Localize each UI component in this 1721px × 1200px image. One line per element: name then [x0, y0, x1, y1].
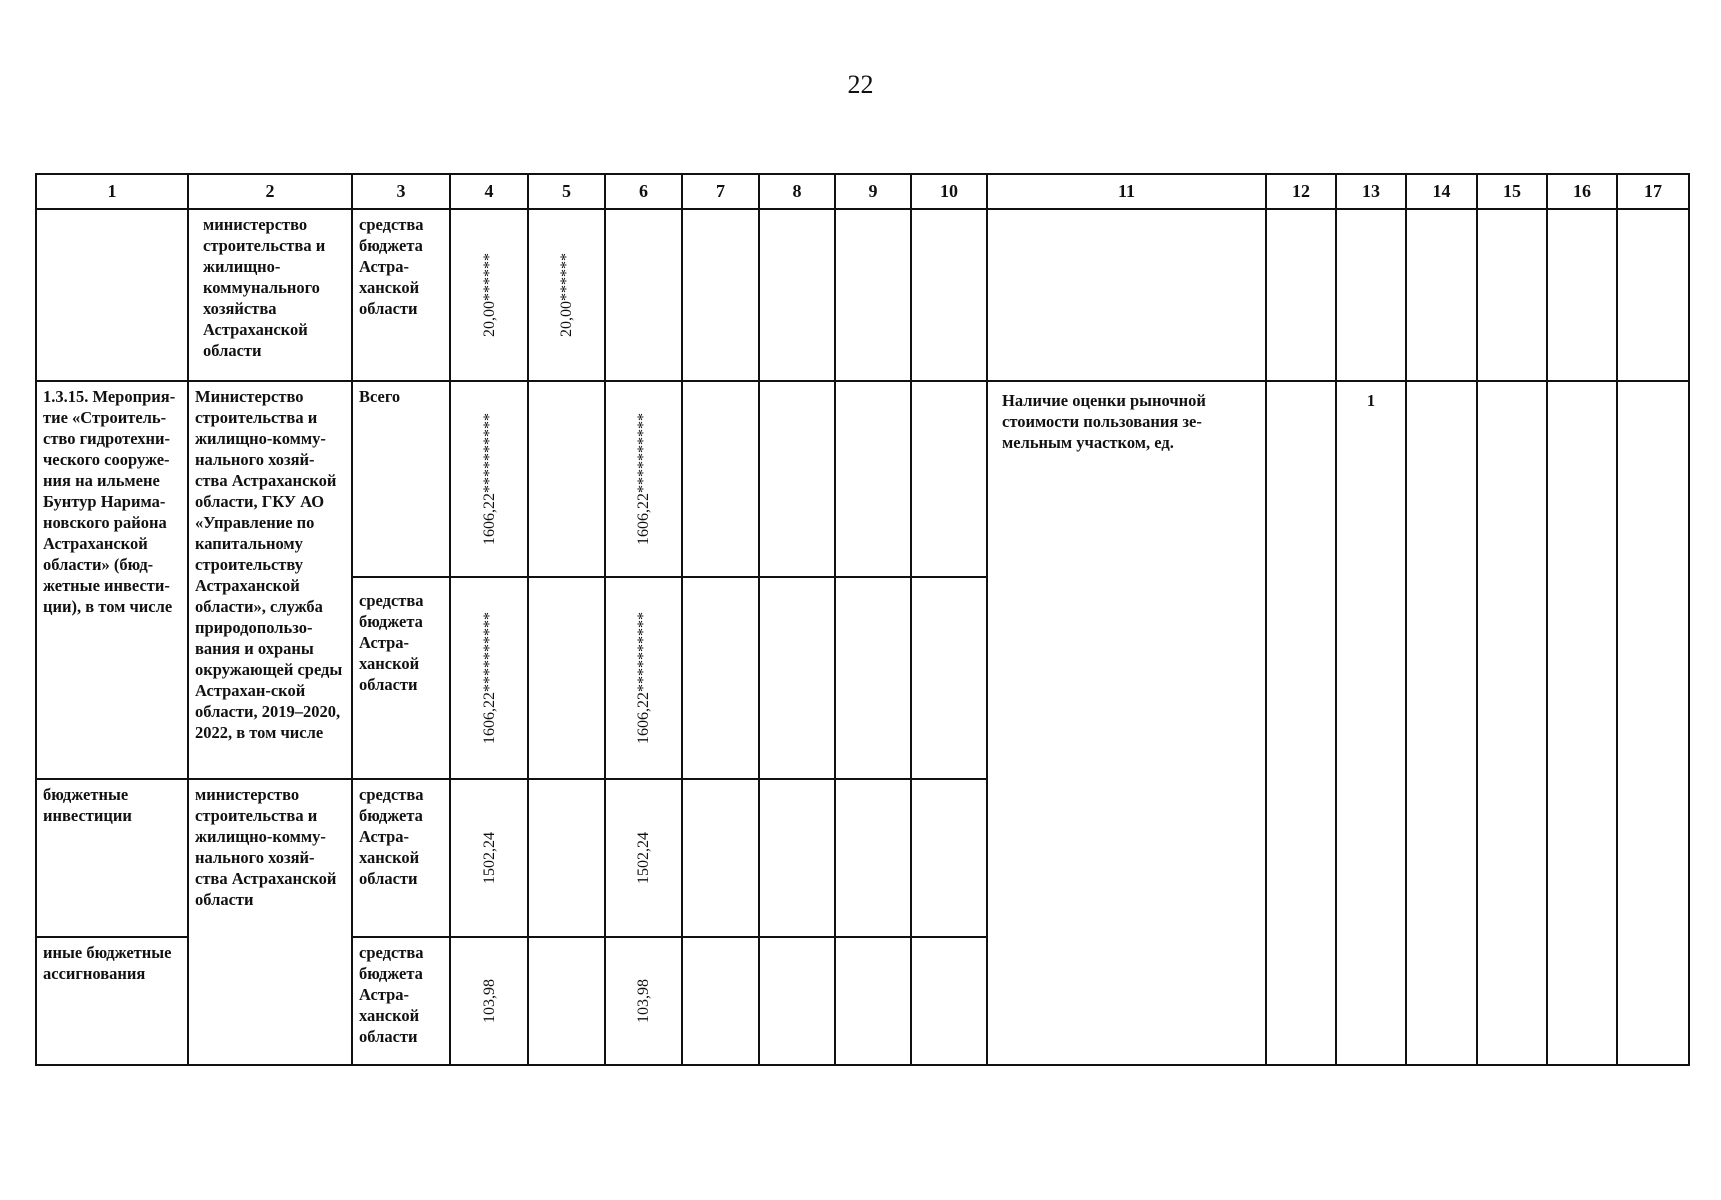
column-header: 17	[1617, 174, 1689, 209]
cell-col7	[682, 209, 759, 381]
cell-funding-source: средства бюджета Астра-ханской области	[352, 779, 450, 937]
column-header: 5	[528, 174, 605, 209]
value-col4: 1606,22**********	[480, 413, 498, 545]
cell-col12	[1266, 209, 1336, 381]
value-col4: 103,98	[480, 979, 498, 1023]
column-header: 14	[1406, 174, 1477, 209]
cell-funding-source: Всего	[352, 381, 450, 577]
cell-col9	[835, 381, 911, 577]
cell-funding-source: средства бюджета Астра-ханской области	[352, 937, 450, 1065]
program-table	[35, 173, 1690, 1066]
cell-executor: министерство строительства и жилищно-комму-нального хозяй-ства Астраханской области	[188, 779, 352, 1065]
table-row	[36, 209, 1689, 381]
column-header: 9	[835, 174, 911, 209]
cell-activity: иные бюджетные ассигнования	[36, 937, 188, 1065]
cell-col6	[605, 209, 682, 381]
cell-col9	[835, 209, 911, 381]
cell-activity	[36, 209, 188, 381]
cell-funding-source: средства бюджета Астра-ханской области	[352, 209, 450, 381]
cell-col8	[759, 937, 835, 1065]
cell-col12	[1266, 381, 1336, 1065]
cell-col4	[450, 937, 528, 1065]
page-number: 22	[847, 70, 874, 99]
cell-col4	[450, 209, 528, 381]
column-header: 13	[1336, 174, 1406, 209]
cell-col6	[605, 779, 682, 937]
column-header: 1	[36, 174, 188, 209]
cell-funding-source: средства бюджета Астра-ханской области	[352, 577, 450, 779]
column-header: 12	[1266, 174, 1336, 209]
cell-col5	[528, 209, 605, 381]
value-col4: 20,00******	[480, 253, 498, 337]
cell-col4	[450, 779, 528, 937]
cell-executor: министерство строительства и жилищно-коммунального хозяйства Астраханской области	[188, 209, 352, 381]
column-header: 3	[352, 174, 450, 209]
value-col6: 1606,22**********	[635, 413, 652, 545]
cell-col7	[682, 937, 759, 1065]
cell-col13: 1	[1336, 381, 1406, 1065]
cell-col10	[911, 577, 987, 779]
cell-col14	[1406, 209, 1477, 381]
cell-col8	[759, 381, 835, 577]
value-col6: 1606,22**********	[635, 612, 652, 744]
value-col6: 1502,24	[635, 832, 652, 884]
cell-col4	[450, 381, 528, 577]
cell-indicator	[987, 209, 1266, 381]
cell-col4	[450, 577, 528, 779]
cell-col17	[1617, 381, 1689, 1065]
cell-indicator: Наличие оценки рыночной стоимости пользования зе-мельным участком, ед.	[987, 381, 1266, 1065]
cell-col7	[682, 577, 759, 779]
cell-col17	[1617, 209, 1689, 381]
cell-col7	[682, 381, 759, 577]
column-header: 8	[759, 174, 835, 209]
cell-col13	[1336, 209, 1406, 381]
column-header: 7	[682, 174, 759, 209]
cell-col5	[528, 937, 605, 1065]
column-header: 16	[1547, 174, 1617, 209]
column-header: 6	[605, 174, 682, 209]
value-col4: 1502,24	[480, 832, 498, 884]
cell-col10	[911, 209, 987, 381]
cell-col16	[1547, 209, 1617, 381]
cell-activity: 1.3.15. Мероприя-тие «Строитель-ство гидротехни-ческого сооруже-ния на ильмене Бунтур Нарима-новского района Астраханской области» (бюд-жетные инвести-ции), в том числе	[36, 381, 188, 779]
cell-col15	[1477, 381, 1547, 1065]
column-header: 2	[188, 174, 352, 209]
table-row	[36, 381, 1689, 577]
value-col5: 20,00******	[558, 253, 575, 337]
column-number-row	[36, 174, 1689, 209]
column-header: 4	[450, 174, 528, 209]
column-header: 11	[987, 174, 1266, 209]
cell-col6	[605, 381, 682, 577]
cell-col6	[605, 937, 682, 1065]
cell-executor: Министерство строительства и жилищно-комму-нального хозяй-ства Астраханской области, ГКУ АО «Управление по капитальному строительству Астраханской области», служба природопользо-вания и охраны окружающей среды Астрахан-ской области, 2019–2020, 2022, в том числе	[188, 381, 352, 779]
cell-activity: бюджетные инвестиции	[36, 779, 188, 937]
column-header: 15	[1477, 174, 1547, 209]
cell-col10	[911, 381, 987, 577]
cell-col5	[528, 779, 605, 937]
cell-col9	[835, 937, 911, 1065]
column-header: 10	[911, 174, 987, 209]
cell-col16	[1547, 381, 1617, 1065]
cell-col9	[835, 577, 911, 779]
cell-col10	[911, 937, 987, 1065]
value-col4: 1606,22**********	[480, 612, 498, 744]
cell-col15	[1477, 209, 1547, 381]
cell-col10	[911, 779, 987, 937]
cell-col8	[759, 209, 835, 381]
cell-col14	[1406, 381, 1477, 1065]
cell-col9	[835, 779, 911, 937]
cell-col7	[682, 779, 759, 937]
cell-col5	[528, 381, 605, 577]
cell-col8	[759, 779, 835, 937]
value-col6: 103,98	[635, 979, 652, 1023]
cell-col6	[605, 577, 682, 779]
cell-col5	[528, 577, 605, 779]
cell-col8	[759, 577, 835, 779]
